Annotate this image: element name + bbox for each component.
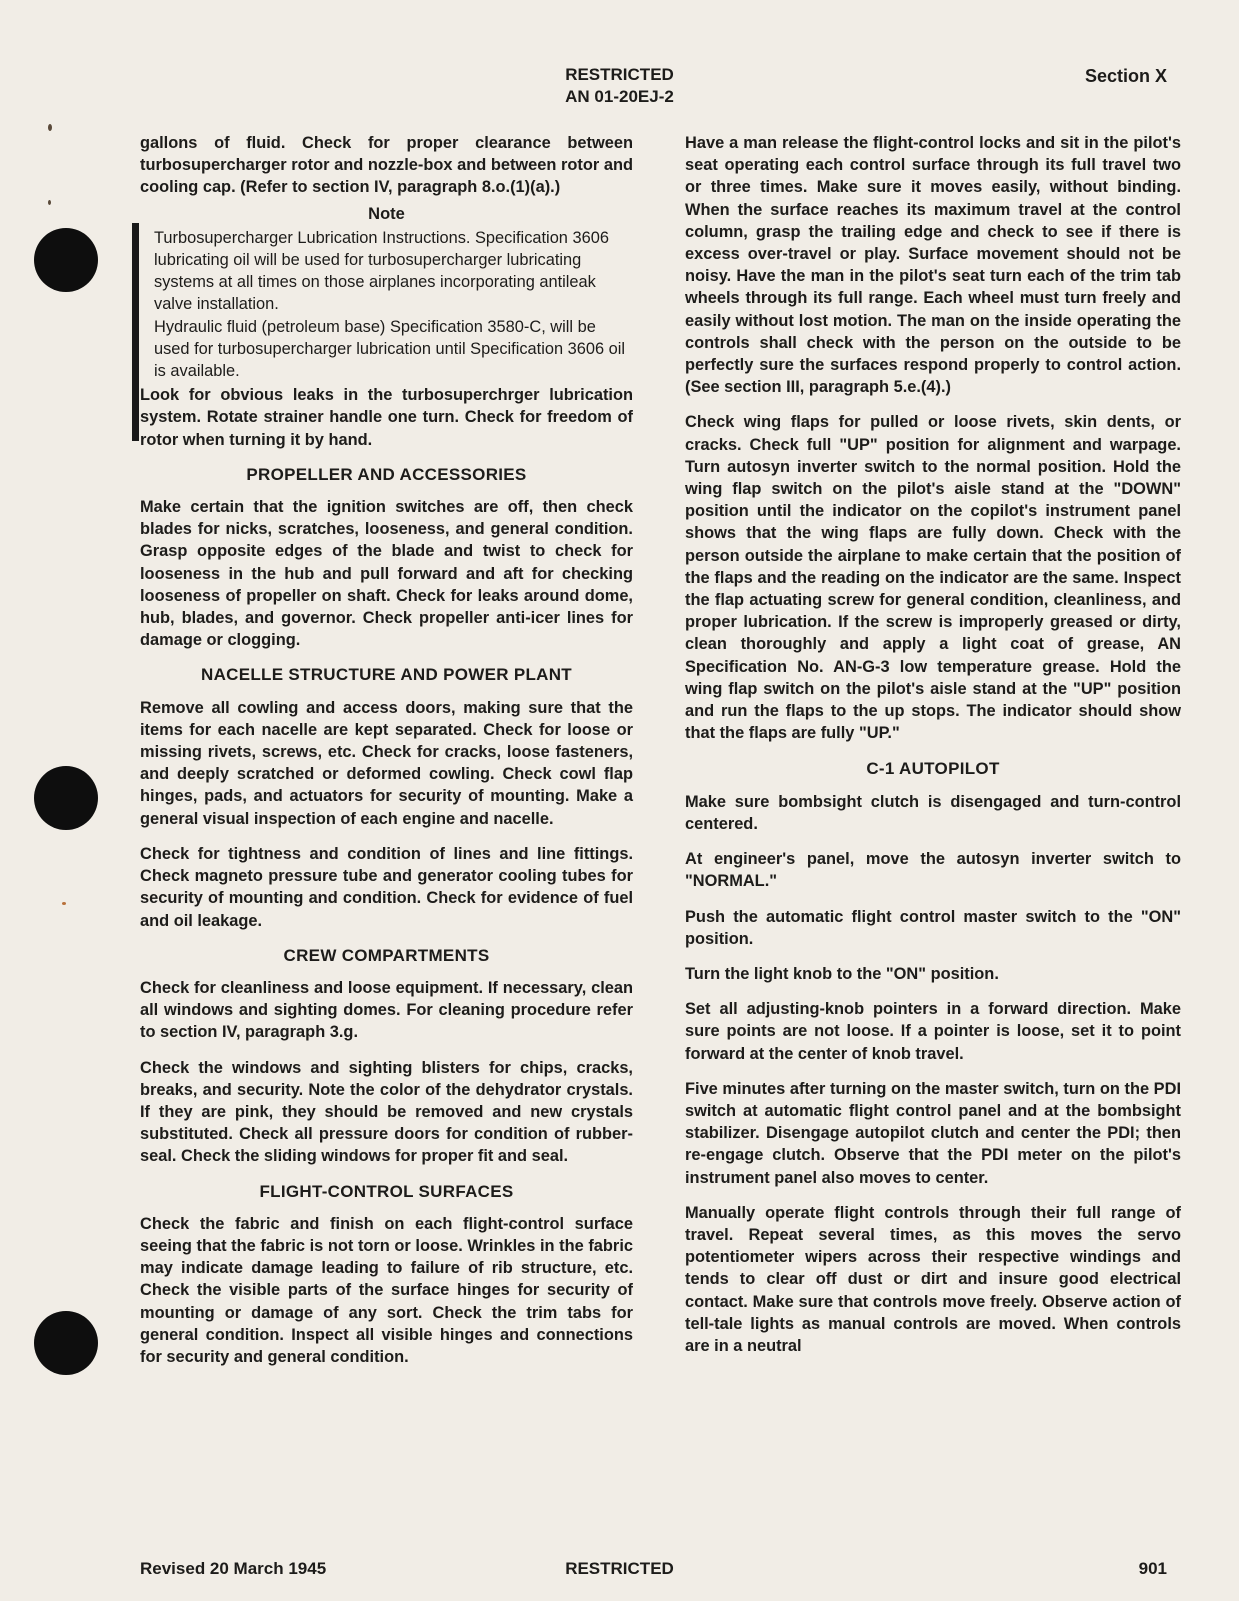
left-column xyxy=(140,132,633,1381)
paragraph: Turn the light knob to the "ON" position. xyxy=(685,964,999,983)
punch-hole-middle xyxy=(34,766,98,830)
note-block xyxy=(154,227,633,382)
section-heading: CREW COMPARTMENTS xyxy=(283,945,490,965)
change-bar xyxy=(132,223,139,441)
header-section: Section X xyxy=(1084,66,1167,86)
section-heading: FLIGHT-CONTROL SURFACES xyxy=(259,1181,514,1201)
paragraph: Make certain that the ignition switches are off, then check blades for nicks, scratches, looseness, and general condition. Grasp opposite edges of the blade and twist to check for looseness in the hub and pull forward and aft for checking looseness of propeller on shaft. Check for leaks around dome, hub, blades, and governor. Check propeller anti-icer lines for damage or clogging. xyxy=(140,498,633,650)
footer-classification: RESTRICTED xyxy=(565,1559,674,1578)
header-doc-number: AN 01-20EJ-2 xyxy=(565,87,674,106)
paragraph: Remove all cowling and access doors, making sure that the items for each nacelle are kept separated. Check for loose or missing rivets, screws, etc. Check for cracks, loose fasteners, and deeply scratched or deformed cowling. Check cowl flap hinges, pads, and actuators for security of mounting. Make a general visual inspection of each engine and nacelle. xyxy=(140,698,633,828)
section-heading: PROPELLER AND ACCESSORIES xyxy=(246,464,527,484)
right-column xyxy=(685,132,1181,1370)
paragraph: Have a man release the flight-control locks and sit in the pilot's seat operating each control surface through its full travel two or three times. Make sure it moves easily, without binding. When the surface reaches its maximum travel at the control column, grasp the trailing edge and check to see if there is excess over-travel or play. Surface movement should not be noisy. Have the man in the pilot's seat turn each of the trim tab wheels through its full range. Each wheel must turn freely and easily without lost motion. The man on the inside operating the controls shall check with the person on the outside to be perfectly sure the surfaces respond properly to control action. (See section III, paragraph 5.e.(4).) xyxy=(685,134,1181,397)
note-paragraph: Turbosupercharger Lubrication Instructions. Specification 3606 lubricating oil will be used for turbosupercharger lubricating systems at all times on those airplanes incorporating antileak valve installation. xyxy=(154,228,609,314)
paragraph: gallons of fluid. Check for proper clearance between turbosupercharger rotor and nozzle-box and between rotor and cooling cap. (Refer to section IV, paragraph 8.o.(1)(a).) xyxy=(140,134,633,197)
paragraph: Check for cleanliness and loose equipment. If necessary, clean all windows and sighting domes. For cleaning procedure refer to section IV, paragraph 3.g. xyxy=(140,978,633,1042)
paper-speck xyxy=(48,124,52,131)
footer-page-number: 901 xyxy=(1138,1559,1167,1578)
page-header xyxy=(0,64,1239,108)
paragraph: Five minutes after turning on the master switch, turn on the PDI switch at automatic flight control panel and at the bombsight stabilizer. Disengage autopilot clutch and center the PDI; then re-engage clutch. Observe that the PDI meter on the pilot's instrument panel also moves to center. xyxy=(685,1079,1181,1187)
section-heading: C-1 AUTOPILOT xyxy=(866,759,1000,779)
paragraph: Check the fabric and finish on each flight-control surface seeing that the fabric is not torn or loose. Wrinkles in the fabric may indicate damage leading to failure of rib structure, etc. Check the visible parts of the surface hinges for security of mounting or damage of any sort. Check the trim tabs for general condition. Inspect all visible hinges and connections for security and general condition. xyxy=(140,1214,633,1366)
paragraph: Make sure bombsight clutch is disengaged and turn-control centered. xyxy=(685,792,1181,833)
paragraph: Check for tightness and condition of lines and line fittings. Check magneto pressure tube and generator cooling tubes for security of mounting and condition. Check for evidence of fuel and oil leakage. xyxy=(140,844,633,930)
paragraph: Check wing flaps for pulled or loose rivets, skin dents, or cracks. Check full "UP" position for alignment and warpage. Turn autosyn inverter switch to the normal position. Hold the wing flap switch on the pilot's aisle stand at the "DOWN" position until the indicator on the copilot's instrument panel shows that the wing flaps are fully down. Check with the person outside the airplane to make certain that the position of the flaps and the reading on the indicator are the same. Inspect the flap actuating screw for general condition, cleanliness, and proper lubrication. If the screw is improperly greased or dirty, clean thoroughly and apply a light coat of grease, AN Specification No. AN-G-3 low temperature grease. Hold the wing flap switch on the pilot's aisle stand at the "UP" position and run the flaps to the up stops. The indicator should show that the flaps are fully "UP." xyxy=(685,413,1181,743)
section-heading: NACELLE STRUCTURE AND POWER PLANT xyxy=(201,665,572,685)
paragraph: Manually operate flight controls through their full range of travel. Repeat several times, as this moves the servo potentiometer wipers across their respective windings and tends to clear off dust or dirt and insure good electrical contact. Make sure that controls move freely. Observe action of tell-tale lights as manual controls are moved. When controls are in a neutral xyxy=(685,1203,1181,1355)
paper-speck xyxy=(48,200,51,205)
paragraph: Look for obvious leaks in the turbosuperchrger lubrication system. Rotate strainer handle one turn. Check for freedom of rotor when turning it by hand. xyxy=(140,386,633,449)
paragraph: At engineer's panel, move the autosyn inverter switch to "NORMAL." xyxy=(685,850,1181,891)
paragraph: Set all adjusting-knob pointers in a forward direction. Make sure points are not loose. If a pointer is loose, set it to point forward at the center of knob travel. xyxy=(685,1000,1181,1063)
paper-speck xyxy=(62,902,66,905)
punch-hole-bottom xyxy=(34,1311,98,1375)
footer-revised-date: Revised 20 March 1945 xyxy=(140,1559,327,1578)
header-classification: RESTRICTED xyxy=(565,65,674,84)
paragraph: Check the windows and sighting blisters for chips, cracks, breaks, and security. Note the color of the dehydrator crystals. If they are pink, they should be removed and new crystals substituted. Check all pressure doors for condition of rubber-seal. Check the sliding windows for proper fit and seal. xyxy=(140,1058,633,1166)
paragraph: Push the automatic flight control master switch to the "ON" position. xyxy=(685,907,1181,948)
note-paragraph: Hydraulic fluid (petroleum base) Specification 3580-C, will be used for turbosupercharger lubrication until Specification 3606 oil is available. xyxy=(154,317,626,381)
note-title: Note xyxy=(368,204,405,223)
punch-hole-top xyxy=(34,228,98,292)
